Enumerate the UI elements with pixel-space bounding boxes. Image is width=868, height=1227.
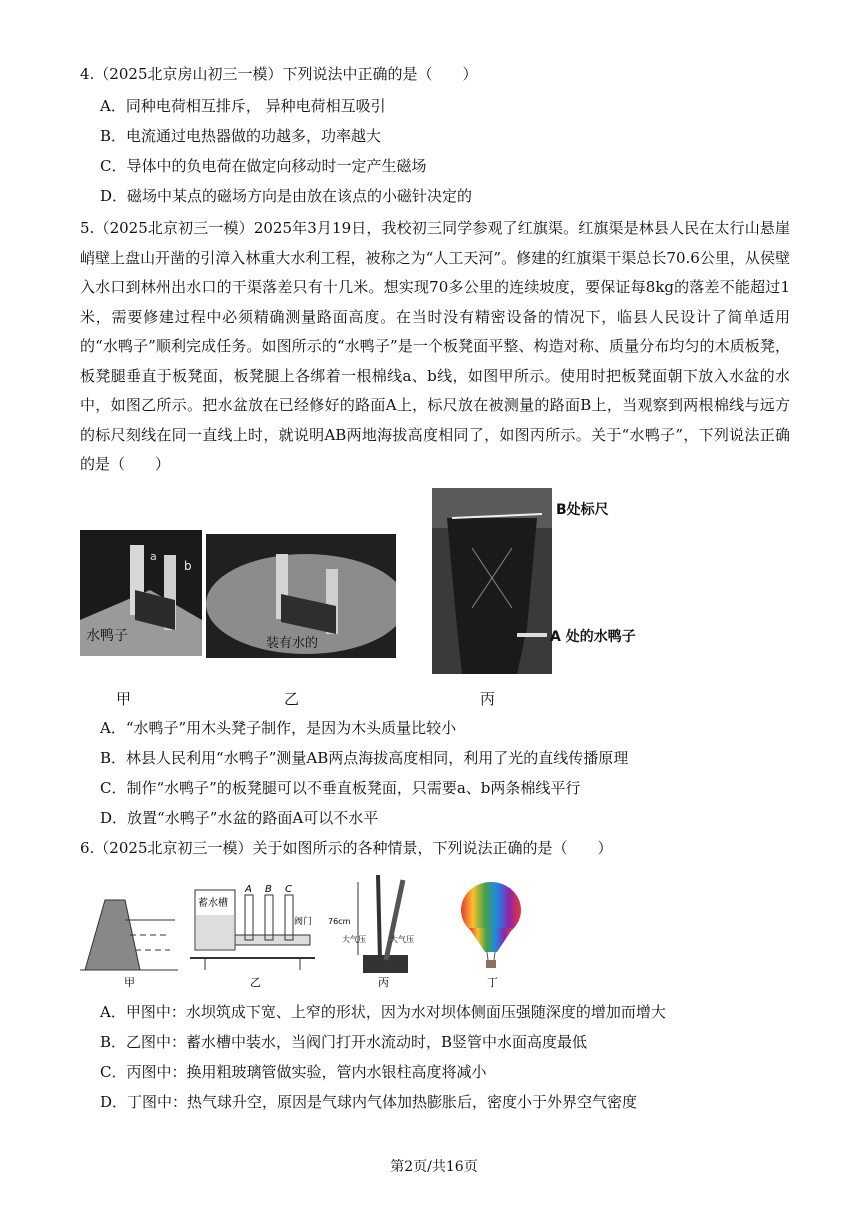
caption-yi: 乙 — [284, 690, 300, 708]
page-footer: 第2页/共16页 — [390, 1159, 478, 1175]
q6-stem: 6.（2025北京初三一模）关于如图所示的各种情景，下列说法正确的是（ ） — [80, 839, 613, 857]
label-atm-right: 大气压 — [390, 935, 414, 944]
q4-stem: 4.（2025北京房山初三一模）下列说法中正确的是（ ） — [80, 65, 478, 83]
label-b: b — [184, 559, 192, 573]
q5-option-d: D．放置“水鸭子”水盆的路面A可以不水平 — [100, 809, 379, 827]
label-b-ruler: B处标尺 — [556, 502, 609, 518]
label-76cm: 76cm — [328, 917, 351, 926]
label-tube-c: C — [285, 884, 292, 895]
label-a-duck: A 处的水鸭子 — [550, 629, 636, 645]
q5-paragraph: 5.（2025北京初三一模）2025年3月19日，我校初三同学参观了红旗渠。红旗渠是林县人民在太行山悬崖峭壁上盘山开凿的引漳入林重大水利工程，被称之为“人工天河”。修建的红旗渠干渠总长70.6公里，从侯壁入水口到林州出水口的干渠落差只有十几米。想实现70多公里的连续坡度，要保证每8kg的落差不能超过1米，需要修建过程中必须精确测量路面高度。在当时没有精密设备的情况下，临县人民设计了简单适用的“水鸭子”顺利完成任务。如图所示的“水鸭子”是一个板凳面平整、构造对称、质量分布均匀的木质板凳，板凳腿垂直于板凳面，板凳腿上各绑着一根棉线a、b线，如图甲所示。使用时把板凳面朝下放入水盆的水中，如图乙所示。把水盆放在已经修好的路面A上，标尺放在被测量的路面B上，当观察到两根棉线与远方的标尺刻线在同一直线上时，就说明AB两地海拔高度相同了，如图丙所示。关于“水鸭子”，下列说法正确的是（ ） — [80, 219, 790, 473]
figure-yi-photo — [206, 534, 396, 658]
q6-figure-jia — [80, 880, 178, 990]
q4-option-d: D．磁场中某点的磁场方向是由放在该点的小磁针决定的 — [100, 187, 473, 205]
caption-jia: 甲 — [116, 690, 132, 708]
label-a: a — [150, 550, 157, 563]
figure-jia-photo — [80, 530, 202, 656]
q6-figure-bing — [328, 870, 438, 990]
q6-figure-ding — [455, 880, 527, 990]
q6-option-a: A．甲图中：水坝筑成下宽、上窄的形状，因为水对坝体侧面压强随深度的增加而增大 — [100, 1003, 666, 1021]
label-duck: 水鸭子 — [86, 628, 128, 644]
label-valve: 阀门 — [294, 917, 313, 927]
q5-option-c: C．制作“水鸭子”的板凳腿可以不垂直板凳面，只需要a、b两条棉线平行 — [100, 779, 581, 797]
label-tank: 蓄水槽 — [198, 898, 228, 909]
caption-q6-jia: 甲 — [124, 976, 135, 989]
q4-option-b: B．电流通过电热器做的功越多，功率越大 — [100, 127, 382, 145]
caption-bing: 丙 — [480, 690, 496, 708]
caption-q6-bing: 丙 — [378, 976, 389, 989]
label-tube-b: B — [265, 884, 272, 895]
q6-figure-yi — [190, 880, 322, 990]
figure-bing-photo — [432, 488, 552, 674]
q4-option-a: A．同种电荷相互排斥， 异种电荷相互吸引 — [100, 97, 386, 115]
q5-option-b: B．林县人民利用“水鸭子”测量AB两点海拔高度相同，利用了光的直线传播原理 — [100, 749, 629, 767]
q6-option-b: B．乙图中：蓄水槽中装水，当阀门打开水流动时，B竖管中水面高度最低 — [100, 1033, 588, 1051]
q6-option-c: C．丙图中：换用粗玻璃管做实验，管内水银柱高度将减小 — [100, 1063, 487, 1081]
label-basin: 装有水的 — [266, 636, 319, 651]
q5-option-a: A．“水鸭子”用木头凳子制作，是因为木头质量比较小 — [100, 719, 457, 737]
q4-option-c: C．导体中的负电荷在做定向移动时一定产生磁场 — [100, 157, 427, 175]
caption-q6-ding: 丁 — [487, 976, 498, 989]
q6-option-d: D．丁图中：热气球升空，原因是气球内气体加热膨胀后，密度小于外界空气密度 — [100, 1093, 638, 1111]
label-atm-left: 大气压 — [342, 935, 366, 944]
caption-q6-yi: 乙 — [250, 976, 261, 989]
label-tube-a: A — [245, 884, 252, 895]
